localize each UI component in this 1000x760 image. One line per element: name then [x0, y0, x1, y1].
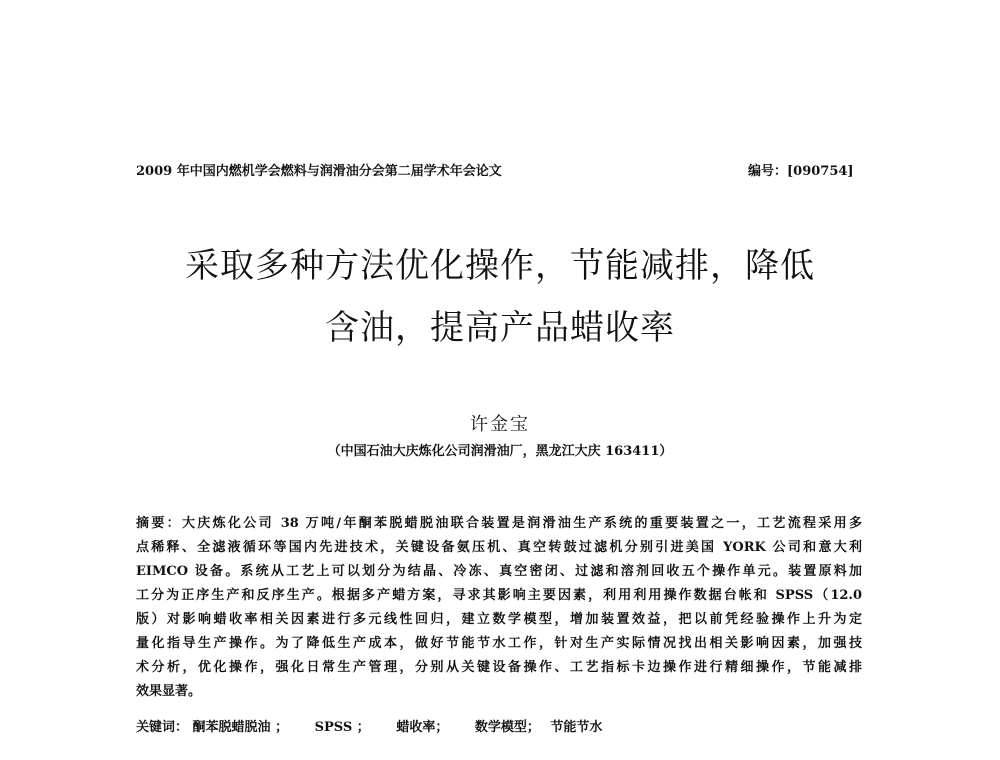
- keyword-item: 蜡收率；: [396, 720, 449, 735]
- keyword-item: 数学模型；: [474, 720, 540, 735]
- conference-header: 2009 年中国内燃机学会燃料与润滑油分会第二届学术年会论文: [136, 164, 502, 179]
- author-name: 许金宝: [470, 414, 530, 435]
- abstract-line: 摘要：大庆炼化公司 38 万吨/年酮苯脱蜡脱油联合装置是润滑油生产系统的重要装置之一，工艺流程采用多: [136, 516, 862, 531]
- abstract-line: 效果显著。: [136, 684, 202, 699]
- keyword-item: SPSS ；: [314, 720, 370, 735]
- abstract: [136, 512, 862, 704]
- abstract-line: 量化指导生产操作。为了降低生产成本，做好节能节水工作，针对生产实际情况找出相关影响因素，加强技: [136, 636, 862, 651]
- keyword-item: 酮苯脱蜡脱油 ；: [192, 720, 289, 735]
- paper-title-line-2: 含油，提高产品蜡收率: [325, 308, 675, 348]
- keywords: [136, 716, 862, 735]
- keyword-item: 节能节水: [550, 720, 603, 735]
- abstract-line: 术分析，优化操作，强化日常生产管理，分别从关键设备操作、工艺指标卡边操作进行精细操作，节能减排: [136, 660, 862, 675]
- abstract-line: 版）对影响蜡收率相关因素进行多元线性回归，建立数学模型，增加装置效益，把以前凭经验操作上升为定: [136, 612, 862, 627]
- paper-title-line-1: 采取多种方法优化操作，节能减排，降低: [185, 246, 815, 286]
- paper-number: 编号：[090754]: [748, 164, 854, 179]
- abstract-line: 工分为正序生产和反序生产。根据多产蜡方案，寻求其影响主要因素，利用利用操作数据台帐和 SPSS（12.0: [136, 588, 862, 603]
- abstract-line: EIMCO 设备。系统从工艺上可以划分为结晶、冷冻、真空密闭、过滤和溶剂回收五个操作单元。装置原料加: [136, 564, 862, 579]
- keywords-label: 关键词：: [136, 720, 189, 735]
- author-affiliation: （中国石油大庆炼化公司润滑油厂，黑龙江大庆 163411）: [327, 444, 673, 459]
- abstract-line: 点稀释、全滤液循环等国内先进技术，关键设备氨压机、真空转鼓过滤机分别引进美国 YORK 公司和意大利: [136, 540, 862, 555]
